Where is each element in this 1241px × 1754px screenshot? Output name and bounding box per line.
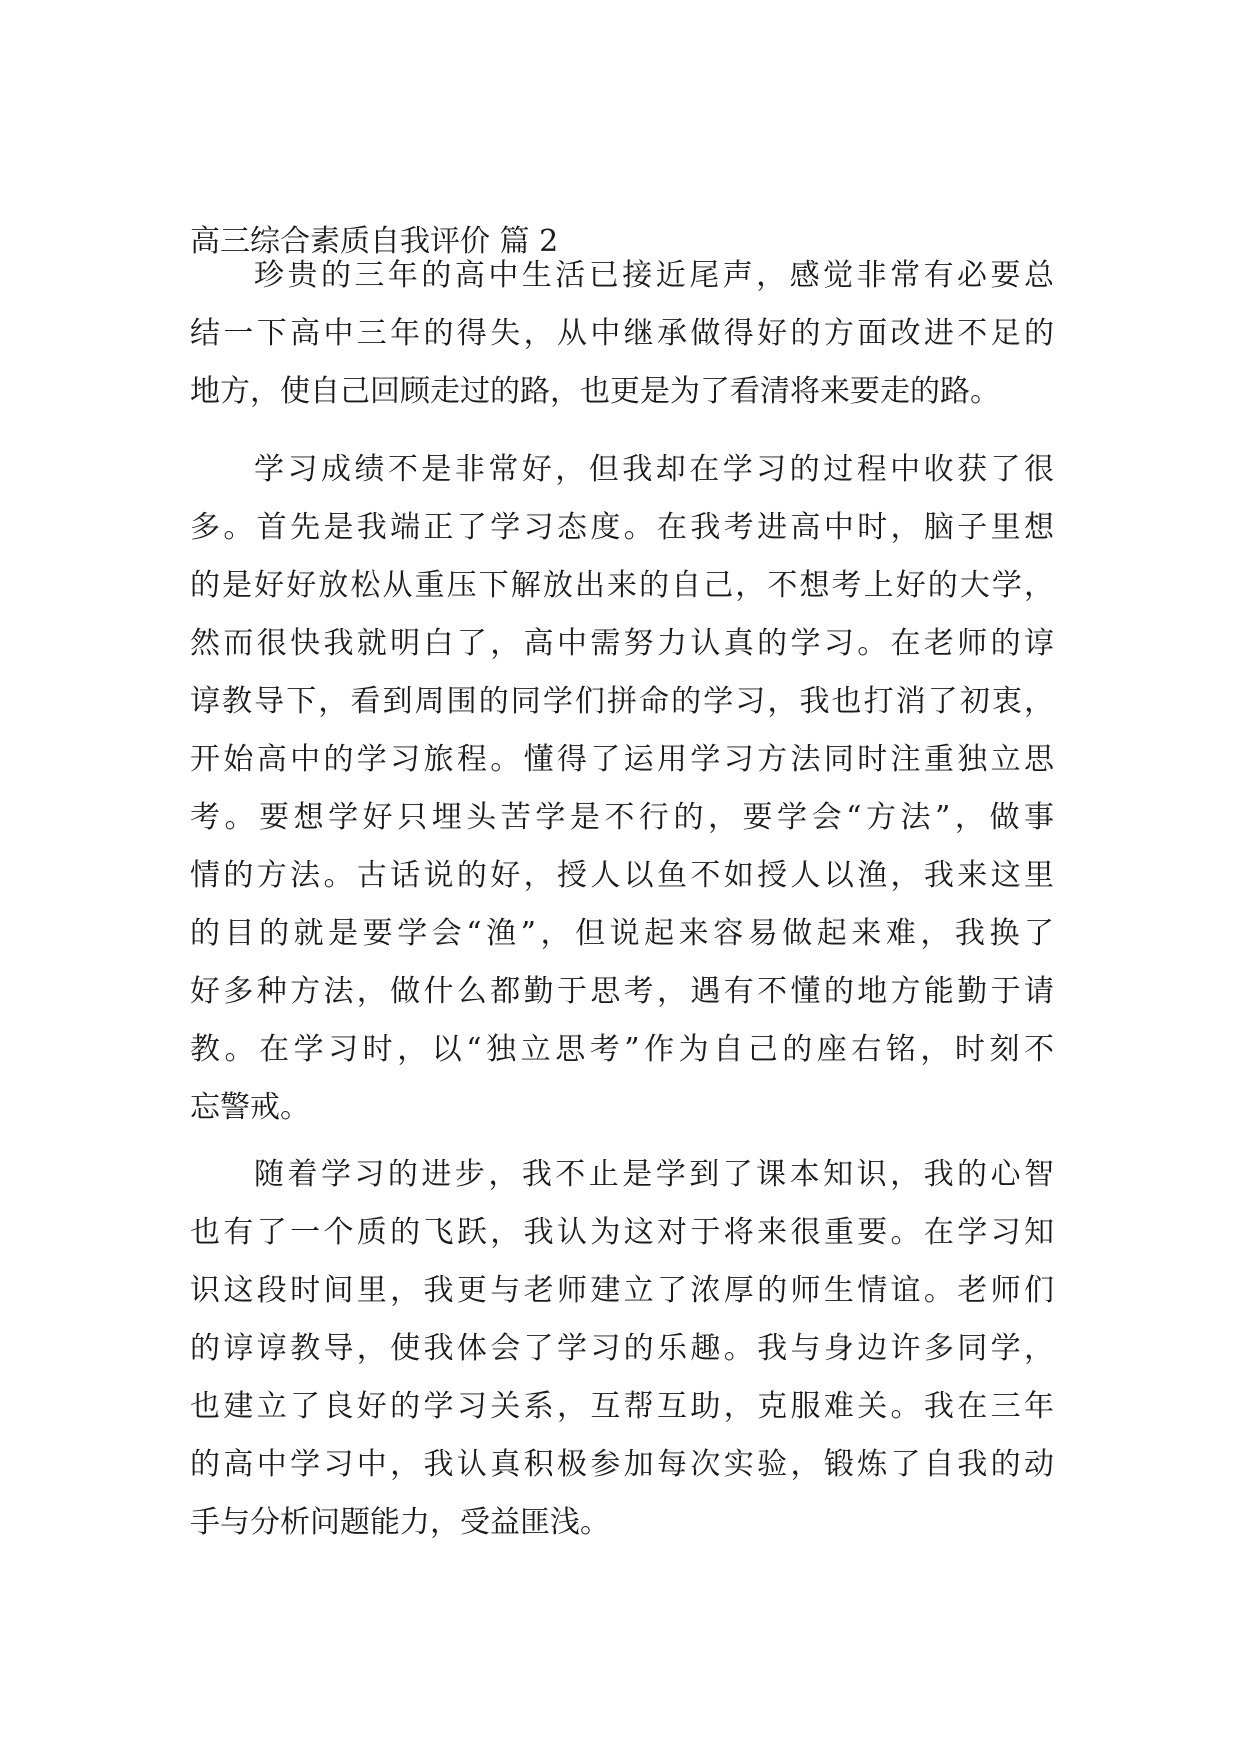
text-line: 结一下高中三年的得失，从中继承做得好的方面改进不足的	[190, 316, 1054, 351]
text-line: 的谆谆教导，使我体会了学习的乐趣。我与身边许多同学，	[190, 1331, 1054, 1366]
text-line: 手与分析问题能力，受益匪浅。	[190, 1505, 610, 1540]
text-line: 也有了一个质的飞跃，我认为这对于将来很重要。在学习知	[190, 1215, 1054, 1250]
text-line: 的是好好放松从重压下解放出来的自己，不想考上好的大学，	[190, 568, 1054, 603]
paragraph-3	[190, 1146, 1054, 1552]
text-line: 学习成绩不是非常好，但我却在学习的过程中收获了很	[254, 452, 1054, 487]
text-line: 珍贵的三年的高中生活已接近尾声，感觉非常有必要总	[254, 258, 1054, 293]
paragraph-1	[190, 247, 1054, 421]
text-line: 地方，使自己回顾走过的路，也更是为了看清将来要走的路。	[190, 374, 1000, 409]
text-line: 情的方法。古话说的好，授人以鱼不如授人以渔，我来这里	[190, 858, 1054, 893]
text-line: 多。首先是我端正了学习态度。在我考进高中时，脑子里想	[190, 510, 1054, 545]
text-line: 考。要想学好只埋头苦学是不行的，要学会“方法”，做事	[190, 800, 1054, 835]
text-line: 识这段时间里，我更与老师建立了浓厚的师生情谊。老师们	[190, 1273, 1054, 1308]
text-line: 开始高中的学习旅程。懂得了运用学习方法同时注重独立思	[190, 742, 1054, 777]
text-line: 的高中学习中，我认真积极参加每次实验，锻炼了自我的动	[190, 1447, 1054, 1482]
paragraph-2	[190, 441, 1054, 1137]
document-title: 高三综合素质自我评价 篇 2	[190, 224, 559, 259]
text-line: 谆教导下，看到周围的同学们拼命的学习，我也打消了初衷，	[190, 684, 1054, 719]
text-line: 也建立了良好的学习关系，互帮互助，克服难关。我在三年	[190, 1389, 1054, 1424]
text-line: 随着学习的进步，我不止是学到了课本知识，我的心智	[254, 1157, 1054, 1192]
text-line: 好多种方法，做什么都勤于思考，遇有不懂的地方能勤于请	[190, 974, 1054, 1009]
text-line: 的目的就是要学会“渔”，但说起来容易做起来难，我换了	[190, 916, 1054, 951]
text-line: 忘警戒。	[190, 1090, 310, 1125]
text-line: 教。在学习时，以“独立思考”作为自己的座右铭，时刻不	[190, 1032, 1054, 1067]
text-line: 然而很快我就明白了，高中需努力认真的学习。在老师的谆	[190, 626, 1054, 661]
